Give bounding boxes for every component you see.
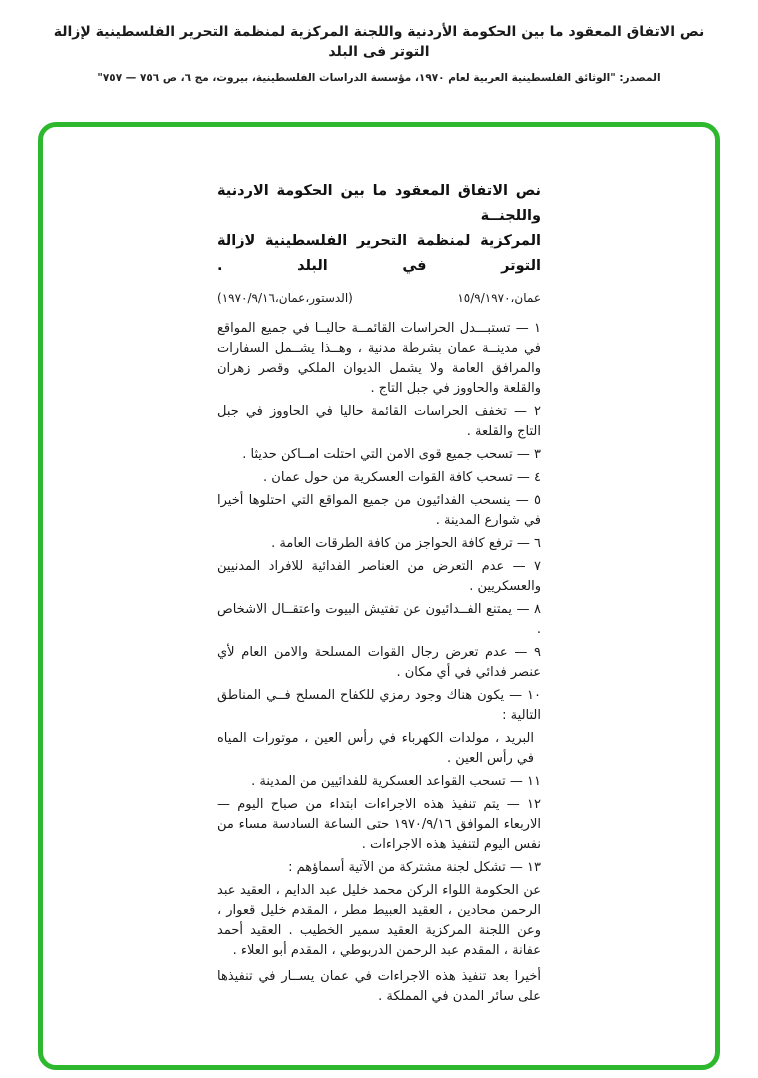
- paragraph-item-8: ٨ — يمتنع الفــدائيون عن تفتيش البيوت واعتقــال الاشخاص .: [217, 602, 541, 637]
- dateline-newspaper: (الدستور،عمان،١٩٧٠/٩/١٦): [217, 291, 353, 305]
- paragraph-item-4: ٤ — تسحب كافة القوات العسكرية من حول عمان .: [263, 470, 541, 485]
- document-body: [217, 179, 541, 1007]
- dateline: [217, 291, 541, 305]
- document-frame: [38, 122, 720, 1070]
- paragraph-item-1: ١ — تستبـــدل الحراسات القائمــة حاليــا في جميع المواقع في مدينــة عمان بشرطة مدنية ، وهــذا يشــمل السفارات والمرافق العامة ولا يشمل الديوان الملكي وقصر زهران والقلعة والحاووز في جبل التاج .: [217, 321, 541, 396]
- paragraph-item-2: ٢ — تخفف الحراسات القائمة حاليا في الحاووز في جبل التاج والقلعة .: [217, 404, 541, 439]
- document-title-line-1: نص الاتفاق المعقود ما بين الحكومة الاردنية واللجنــة: [217, 183, 541, 224]
- page-title: نص الاتفاق المعقود ما بين الحكومة الأردنية واللجنة المركزية لمنظمة التحرير الفلسطينية لإزالة التوتر فى البلد: [53, 24, 705, 60]
- paragraph-item-5: ٥ — ينسحب الفدائيون من جميع المواقع التي احتلوها أخيرا في شوارع المدينة .: [217, 493, 541, 528]
- paragraph-item-11: ١١ — تسحب القواعد العسكرية للفدائيين من المدينة .: [251, 774, 541, 789]
- paragraph-item-10-locations: البريد ، مولدات الكهرباء في رأس العين ، موتورات المياه في رأس العين .: [217, 731, 534, 766]
- source-citation: المصدر: "الوثائق الفلسطينية العربية لعام ١٩٧٠، مؤسسة الدراسات الفلسطينية، بيروت، مج ٦، ص ٧٥٦ — ٧٥٧": [97, 72, 661, 84]
- page: [0, 22, 758, 1078]
- paragraph-item-13: ١٣ — تشكل لجنة مشتركة من الآتية أسماؤهم :: [288, 860, 541, 875]
- document-title-line-2: المركزية لمنظمة التحرير الفلسطينية لازالة التوتر في البلد .: [217, 233, 541, 274]
- dateline-place-date: عمان،١٥/٩/١٩٧٠: [457, 291, 541, 305]
- paragraph-item-9: ٩ — عدم تعرض رجال القوات المسلحة والامن العام لأي عنصر فدائي في أي مكان .: [217, 645, 541, 680]
- paragraph-item-10: ١٠ — يكون هناك وجود رمزي للكفاح المسلح فــي المناطق التالية :: [217, 688, 541, 723]
- paragraph-item-13-names: عن الحكومة اللواء الركن محمد خليل عبد الدايم ، العقيد عبد الرحمن محادين ، العقيد العبيط مطر ، المقدم خليل قعوار ، وعن اللجنة المركزية العقيد سمير الخطيب . العقيد أحمد عفانة ، المقدم عبد الرحمن الدربوطي ، المقدم أبو العلاء .: [217, 883, 541, 958]
- paragraph-item-6: ٦ — ترفع كافة الحواجز من كافة الطرقات العامة .: [271, 536, 541, 551]
- document-title: [217, 179, 541, 279]
- paragraph-item-3: ٣ — تسحب جميع قوى الامن التي احتلت امــاكن حديثا .: [242, 447, 541, 462]
- paragraph-closing: أخيرا بعد تنفيذ هذه الاجراءات في عمان يســار في تنفيذها على سائر المدن في المملكة .: [217, 969, 541, 1004]
- paragraph-item-12: ١٢ — يتم تنفيذ هذه الاجراءات ابتداء من صباح اليوم — الاربعاء الموافق ١٩٧٠/٩/١٦ حتى الساعة السادسة مساء من نفس اليوم لتنفيذ هذه الاجراءات .: [217, 797, 541, 852]
- paragraph-item-7: ٧ — عدم التعرض من العناصر الفدائية للافراد المدنيين والعسكريين .: [217, 559, 541, 594]
